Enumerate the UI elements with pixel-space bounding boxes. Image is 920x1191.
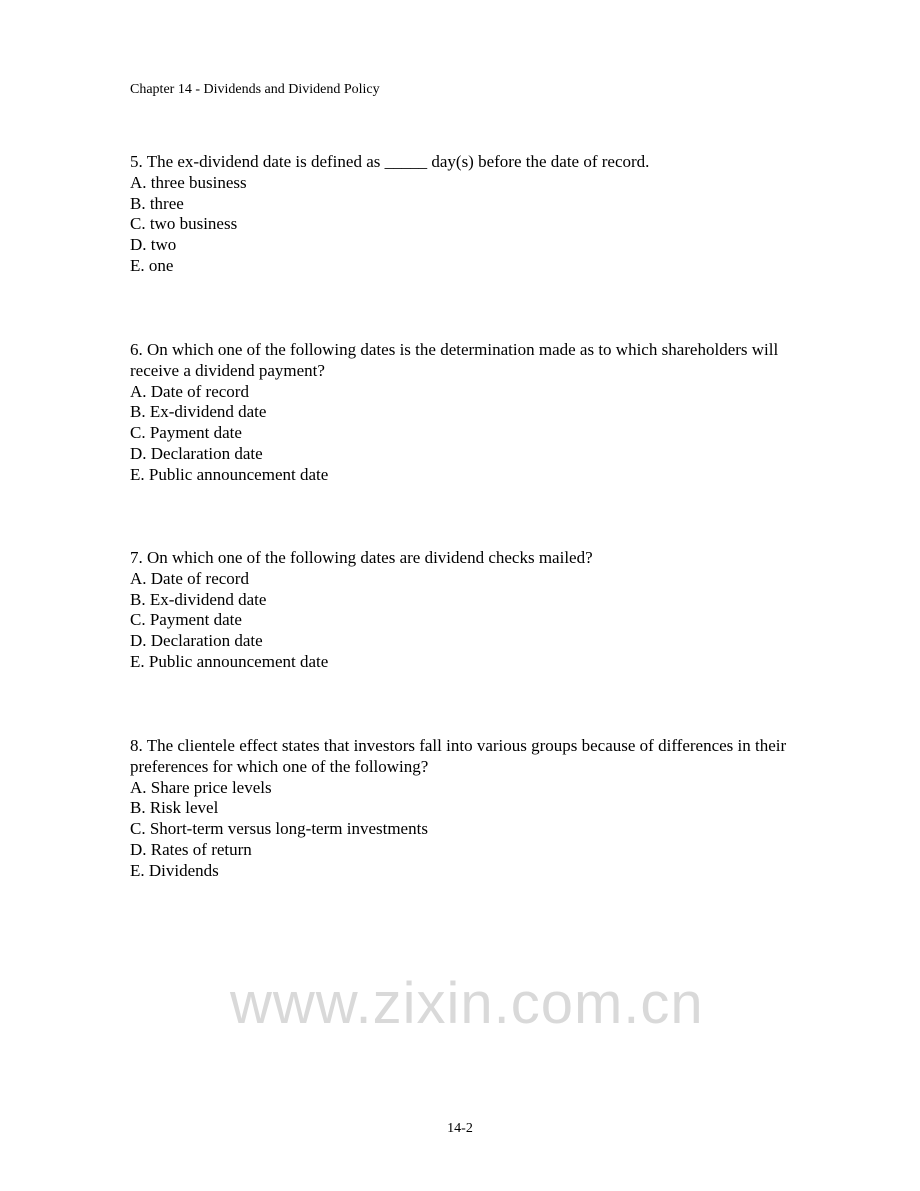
option: C. Payment date: [130, 610, 242, 630]
option: D. Declaration date: [130, 631, 263, 651]
option: B. Risk level: [130, 798, 219, 818]
option: C. Short-term versus long-term investments: [130, 819, 428, 839]
question-stem: 6. On which one of the following dates is the determination made as to which shareholders will receive a dividend payment?: [130, 340, 783, 380]
option: A. Date of record: [130, 381, 249, 401]
option: B. Ex-dividend date: [130, 589, 267, 609]
option: D. Rates of return: [130, 839, 252, 859]
question-stem: 5. The ex-dividend date is defined as _____ day(s) before the date of record.: [130, 152, 650, 171]
option: E. one: [130, 255, 174, 275]
question-stem: 8. The clientele effect states that investors fall into various groups because of differences in their preferences for which one of the following?: [130, 736, 791, 776]
option: E. Public announcement date: [130, 651, 329, 671]
question-5: [130, 152, 810, 277]
option: E. Dividends: [130, 860, 219, 880]
running-header: Chapter 14 - Dividends and Dividend Policy: [130, 82, 380, 97]
option: B. Ex-dividend date: [130, 402, 267, 422]
option: E. Public announcement date: [130, 464, 329, 484]
question-stem: 7. On which one of the following dates are dividend checks mailed?: [130, 548, 593, 567]
question-6: [130, 340, 810, 486]
option: C. two business: [130, 214, 238, 234]
option: A. Share price levels: [130, 777, 272, 797]
option: C. Payment date: [130, 423, 242, 443]
page-number: 14-2: [447, 1121, 473, 1136]
option: B. three: [130, 193, 184, 213]
option: D. two: [130, 235, 177, 255]
question-7: [130, 548, 810, 673]
option: A. three business: [130, 172, 247, 192]
watermark: www.zixin.com.cn: [230, 971, 704, 1036]
question-8: [130, 736, 810, 882]
option: D. Declaration date: [130, 443, 263, 463]
option: A. Date of record: [130, 568, 249, 588]
